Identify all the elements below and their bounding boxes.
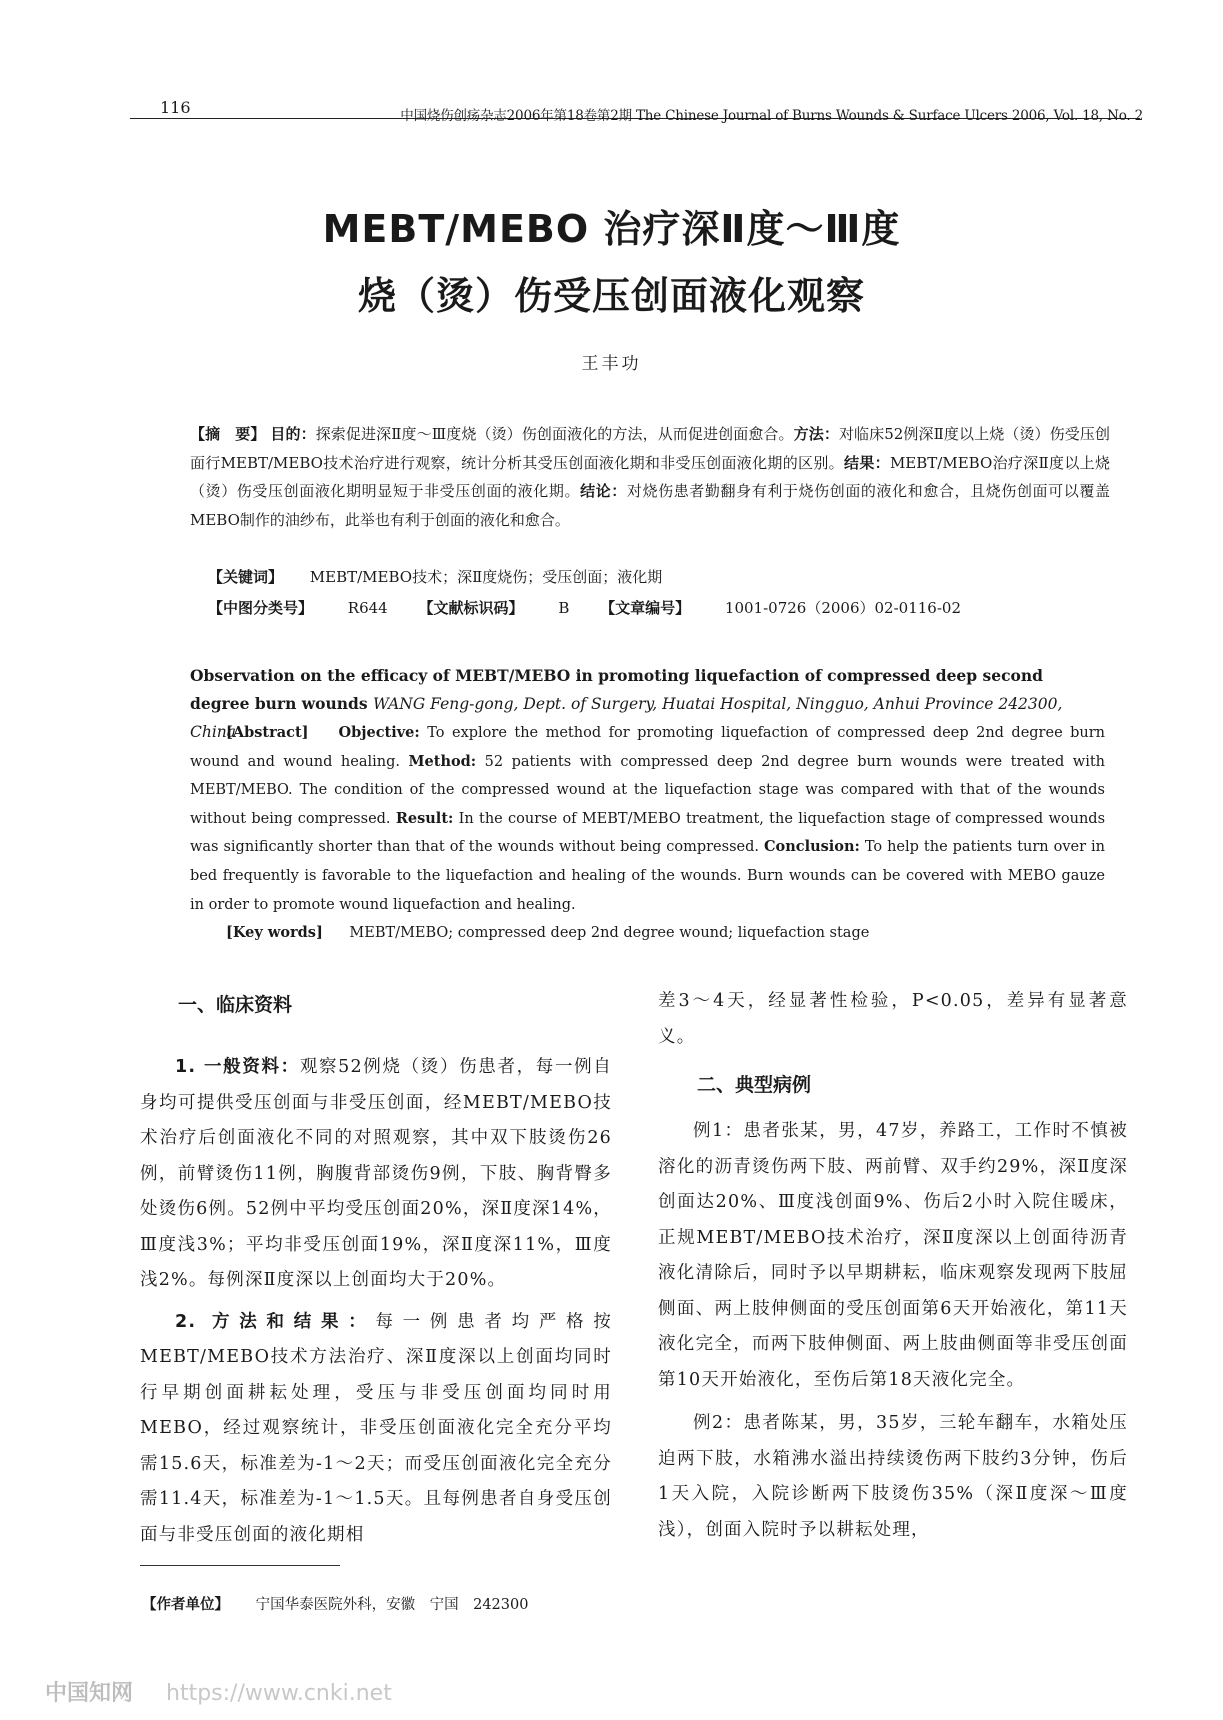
en-objective-text: To explore the method for promoting liquefaction of compressed deep 2nd degree burn wound and wound healing. — [190, 725, 1106, 770]
doc-code-value: B — [558, 599, 570, 617]
continuation-text: 差3～4天，经显著性检验，P<0.05，差异有显著意义。 — [658, 991, 1128, 1047]
conclusion-label: 结论： — [580, 482, 627, 500]
abstract-en — [190, 719, 1105, 919]
general-data-text: 观察52例烧（烫）伤患者，每一例自身均可提供受压创面与非受压创面，经MEBT/MEBO技术治疗后创面液化不同的对照观察，其中双下肢烫伤26例，前臂烫伤11例，胸腹背部烫伤9例，下肢、胸背臀多处烫伤6例。52例中平均受压创面20%，深Ⅱ度深14%，Ⅲ度浅3%；平均非受压创面19%，深Ⅱ度深11%，Ⅲ度浅2%。每例深Ⅱ度深以上创面均大于20%。 — [140, 1057, 612, 1290]
abstract-cn-paragraph — [190, 420, 1110, 534]
objective-text: 探索促进深Ⅱ度～Ⅲ度烧（烫）伤创面液化的方法，从而促进创面愈合。 — [315, 425, 794, 443]
keywords-en-value: MEBT/MEBO; compressed deep 2nd degree wound; liquefaction stage — [349, 925, 870, 941]
result-label: 结果： — [844, 453, 890, 472]
case-2: 例2：患者陈某，男，35岁，三轮车翻车，水箱处压迫两下肢，水箱沸水溢出持续烫伤两下肢约3分钟，伤后1天入院，入院诊断两下肢烫伤35%（深Ⅱ度深～Ⅲ度浅），创面入院时予以耕耘处理， — [658, 1413, 1128, 1540]
english-affiliation: WANG Feng-gong, Dept. of Surgery, Huatai Hospital, Ningguo, Anhui Province 242300, China — [190, 695, 1063, 741]
en-conclusion-label: Conclusion: — [763, 838, 860, 856]
right-column-continuation — [658, 984, 1128, 1055]
en-result-text: In the course of MEBT/MEBO treatment, the liquefaction stage of compressed wounds was significantly shorter than that of the wounds without being compressed. — [190, 810, 1106, 856]
abstract-en-paragraph — [190, 719, 1105, 919]
keywords-en — [226, 924, 869, 941]
section-1-heading: 一、临床资料 — [178, 994, 293, 1016]
english-title-text: Observation on the efficacy of MEBT/MEBO in promoting liquefaction of compressed deep second degree burn wounds — [190, 666, 1043, 713]
footnote-text: 宁国华泰医院外科，安徽 宁国 242300 — [255, 1597, 529, 1613]
doc-code-label: 【文献标识码】 — [418, 599, 524, 617]
en-result-label: Result: — [395, 809, 454, 827]
methods-results-text: 每一例患者均严格按MEBT/MEBO技术方法治疗、深Ⅱ度深以上创面均同时行早期创面耕耘处理，受压与非受压创面均同时用MEBO，经过观察统计，非受压创面液化完全充分平均需15.6天，标准差为-1～2天；而受压创面液化完全充分需11.4天，标准差为-1～1.5天。且每例患者自身受压创面与非受压创面的液化期相 — [140, 1311, 612, 1545]
cnki-logo: 中国知网 — [45, 1681, 134, 1706]
running-head: 中国烧伤创疡杂志2006年第18卷第2期 The Chinese Journal of Burns Wounds & Surface Ulcers 2006, Vol. 18, No. 2 — [400, 108, 1143, 124]
title-line-1: MEBT/MEBO 治疗深Ⅱ度～Ⅲ度 — [322, 207, 901, 251]
abstract-en-label: [Abstract] — [226, 724, 309, 741]
conclusion-text: 对烧伤患者勤翻身有利于烧伤创面的液化和愈合，且烧伤创面可以覆盖MEBO制作的油纱布，此举也有利于创面的液化和愈合。 — [190, 482, 1110, 529]
en-method-label: Method: — [408, 752, 477, 770]
cnki-url: https://www.cnki.net — [166, 1681, 392, 1706]
case-1: 例1：患者张某，男，47岁，养路工，工作时不慎被溶化的沥青烫伤两下肢、两前臂、双手约29%，深Ⅱ度深创面达20%、Ⅲ度浅创面9%、伤后2小时入院住暖床，正规MEBT/MEBO技术治疗，深Ⅱ度深以上创面待沥青液化清除后，同时予以早期耕耘，临床观察发现两下肢屈侧面、两上肢伸侧面的受压创面第6天开始液化，第11天液化完全，而两下肢伸侧面、两上肢曲侧面等非受压创面第10天开始液化，至伤后第18天液化完全。 — [658, 1121, 1128, 1390]
title-line-2: 烧（烫）伤受压创面液化观察 — [357, 274, 865, 318]
section-2-heading: 二、典型病例 — [697, 1074, 812, 1096]
author: 王丰功 — [581, 354, 642, 374]
footnote-affiliation — [142, 1593, 528, 1614]
right-column-cases — [658, 1114, 1128, 1548]
footnote-label: 【作者单位】 — [142, 1597, 229, 1613]
page-number: 116 — [160, 98, 191, 117]
paragraph-methods-results — [140, 1305, 612, 1554]
result-text: MEBT/MEBO治疗深Ⅱ度以上烧（烫）伤受压创面液化期明显短于非受压创面的液化期。 — [190, 453, 1110, 500]
article-number-value: 1001-0726（2006）02-0116-02 — [724, 599, 961, 617]
methods-results-label: 2. 方法和结果： — [175, 1311, 376, 1332]
en-conclusion-text: To help the patients turn over in bed frequently is favorable to the liquefaction and healing of the wounds. Burn wounds can be covered with MEBO gauze in order to promote wound liquefaction and healing. — [190, 839, 1106, 913]
cnki-watermark — [45, 1676, 392, 1707]
en-method-text: 52 patients with compressed deep 2nd degree burn wounds were treated with MEBT/MEBO. The condition of the compressed wound at the liquefaction stage was compared with that of the wounds without being compressed. — [190, 753, 1105, 827]
footnote-rule — [140, 1565, 340, 1566]
clc-value: R644 — [347, 599, 388, 617]
en-objective-label: Objective: — [338, 724, 420, 741]
left-column — [140, 1050, 612, 1553]
classification-row — [208, 597, 961, 618]
keywords-en-label: [Key words] — [226, 924, 323, 941]
objective-label: 目的： — [270, 425, 316, 443]
article-number-label: 【文章编号】 — [600, 599, 691, 617]
keywords-cn-value: MEBT/MEBO技术；深Ⅱ度烧伤；受压创面；液化期 — [309, 568, 663, 586]
abstract-cn-label: 【摘 要】 — [190, 425, 266, 443]
clc-label: 【中图分类号】 — [208, 599, 314, 617]
method-label: 方法： — [793, 425, 839, 443]
keywords-cn — [208, 566, 662, 587]
keywords-cn-label: 【关键词】 — [208, 568, 284, 586]
abstract-cn — [190, 420, 1110, 534]
paragraph-general-data — [140, 1050, 612, 1299]
method-text: 对临床52例深Ⅱ度以上烧（烫）伤受压创面行MEBT/MEBO技术治疗进行观察，统计分析其受压创面液化期和非受压创面液化期的区别。 — [190, 425, 1110, 472]
general-data-label: 1. 一般资料： — [175, 1057, 300, 1077]
